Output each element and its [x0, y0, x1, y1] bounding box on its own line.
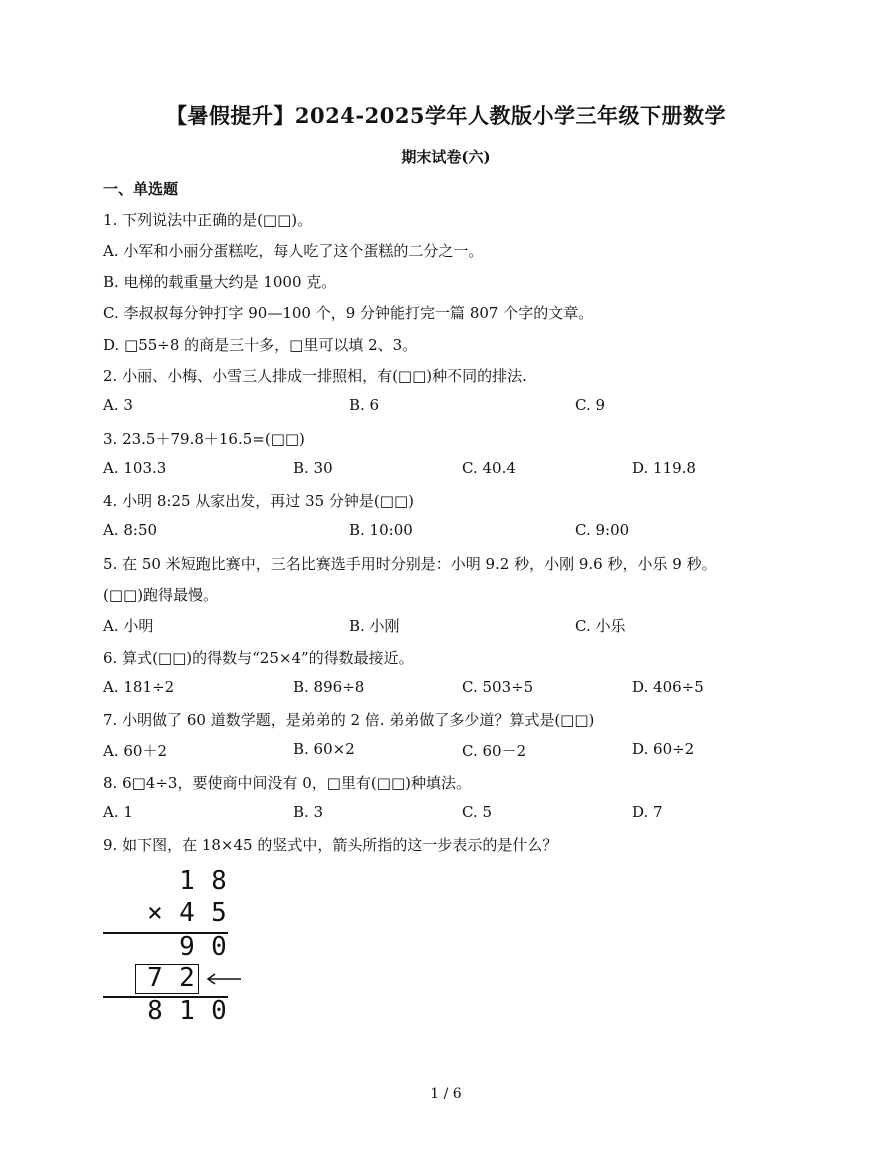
question-4-option-c: C. 9:00	[575, 521, 630, 539]
question-1-stem: 1. 下列说法中正确的是(□□)。	[103, 211, 313, 229]
question-6-option-a: A. 181÷2	[103, 678, 175, 696]
question-6-option-d: D. 406÷5	[632, 678, 704, 696]
question-1-option-a: A. 小军和小丽分蛋糕吃，每人吃了这个蛋糕的二分之一。	[103, 242, 484, 260]
question-6-option-c: C. 503÷5	[462, 678, 534, 696]
question-4-option-b: B. 10:00	[349, 521, 413, 539]
question-3-option-c: C. 40.4	[462, 459, 516, 477]
question-2-option-b: B. 6	[349, 396, 380, 414]
product-row	[143, 996, 243, 1028]
digit: 9	[179, 932, 195, 962]
question-4-option-a: A. 8:50	[103, 521, 158, 539]
question-8-stem: 8. 6□4÷3，要使商中间没有 0，□里有(□□)种填法。	[103, 774, 471, 792]
question-7-stem: 7. 小明做了 60 道数学题，是弟弟的 2 倍. 弟弟做了多少道？算式是(□□)	[103, 711, 595, 729]
question-4-options	[103, 521, 803, 541]
partial-product-row-2	[111, 963, 211, 995]
question-7-option-c: C. 60－2	[462, 742, 527, 760]
question-8-option-c: C. 5	[462, 803, 493, 821]
question-4-stem: 4. 小明 8:25 从家出发，再过 35 分钟是(□□)	[103, 492, 414, 510]
times-sign: ×	[147, 898, 163, 928]
digit: 8	[147, 996, 163, 1026]
question-3-options	[103, 459, 803, 479]
question-5-stem-cont: (□□)跑得最慢。	[103, 586, 219, 604]
digit: 1	[179, 996, 195, 1026]
question-3-option-d: D. 119.8	[632, 459, 696, 477]
question-8-option-d: D. 7	[632, 803, 663, 821]
question-5-options	[103, 615, 803, 635]
question-8-option-b: B. 3	[293, 803, 324, 821]
doc-subtitle: 期末试卷(六)	[401, 148, 491, 166]
digit: 5	[211, 898, 227, 928]
left-arrow-icon	[203, 969, 243, 989]
page-number: 1 / 6	[430, 1086, 462, 1102]
doc-title: 【暑假提升】2024-2025学年人教版小学三年级下册数学	[165, 103, 727, 128]
question-1-option-b: B. 电梯的载重量大约是 1000 克。	[103, 273, 337, 291]
digit: 4	[179, 898, 195, 928]
vertical-multiplication-figure	[103, 866, 253, 1031]
question-2-options	[103, 396, 803, 416]
question-6-option-b: B. 896÷8	[293, 678, 365, 696]
question-1-option-d: D. □55÷8 的商是三十多，□里可以填 2、3。	[103, 336, 418, 354]
question-8-options	[103, 803, 803, 823]
question-2-option-c: C. 9	[575, 396, 606, 414]
question-5-option-c: C. 小乐	[575, 617, 626, 635]
question-6-stem: 6. 算式(□□)的得数与“25×4”的得数最接近。	[103, 649, 414, 667]
question-7-option-b: B. 60×2	[293, 740, 355, 758]
digit: 7	[147, 963, 163, 993]
question-7-option-a: A. 60＋2	[103, 742, 167, 760]
multiplier-row	[143, 898, 243, 930]
question-6-options	[103, 678, 803, 698]
digit: 2	[179, 963, 195, 993]
question-3-stem: 3. 23.5＋79.8＋16.5=(□□)	[103, 430, 305, 448]
question-5-option-b: B. 小刚	[349, 617, 400, 635]
partial-product-row-1	[143, 932, 243, 964]
digit: 0	[211, 996, 227, 1026]
question-2-stem: 2. 小丽、小梅、小雪三人排成一排照相，有(□□)种不同的排法.	[103, 367, 527, 385]
question-8-option-a: A. 1	[103, 803, 133, 821]
digit: 8	[211, 866, 227, 896]
question-1-option-c: C. 李叔叔每分钟打字 90—100 个，9 分钟能打完一篇 807 个字的文章。	[103, 304, 594, 322]
digit: 1	[179, 866, 195, 896]
question-3-option-a: A. 103.3	[103, 459, 167, 477]
question-7-option-d: D. 60÷2	[632, 740, 695, 758]
question-7-options	[103, 740, 803, 760]
digit: 0	[211, 932, 227, 962]
question-5-stem: 5. 在 50 米短跑比赛中，三名比赛选手用时分别是：小明 9.2 秒，小刚 9.6 秒，小乐 9 秒。	[103, 555, 717, 573]
section-heading: 一、单选题	[103, 180, 179, 198]
question-5-option-a: A. 小明	[103, 617, 154, 635]
multiplicand-row	[143, 866, 243, 898]
question-3-option-b: B. 30	[293, 459, 333, 477]
question-9-stem: 9. 如下图，在 18×45 的竖式中，箭头所指的这一步表示的是什么？	[103, 836, 558, 854]
question-2-option-a: A. 3	[103, 396, 133, 414]
